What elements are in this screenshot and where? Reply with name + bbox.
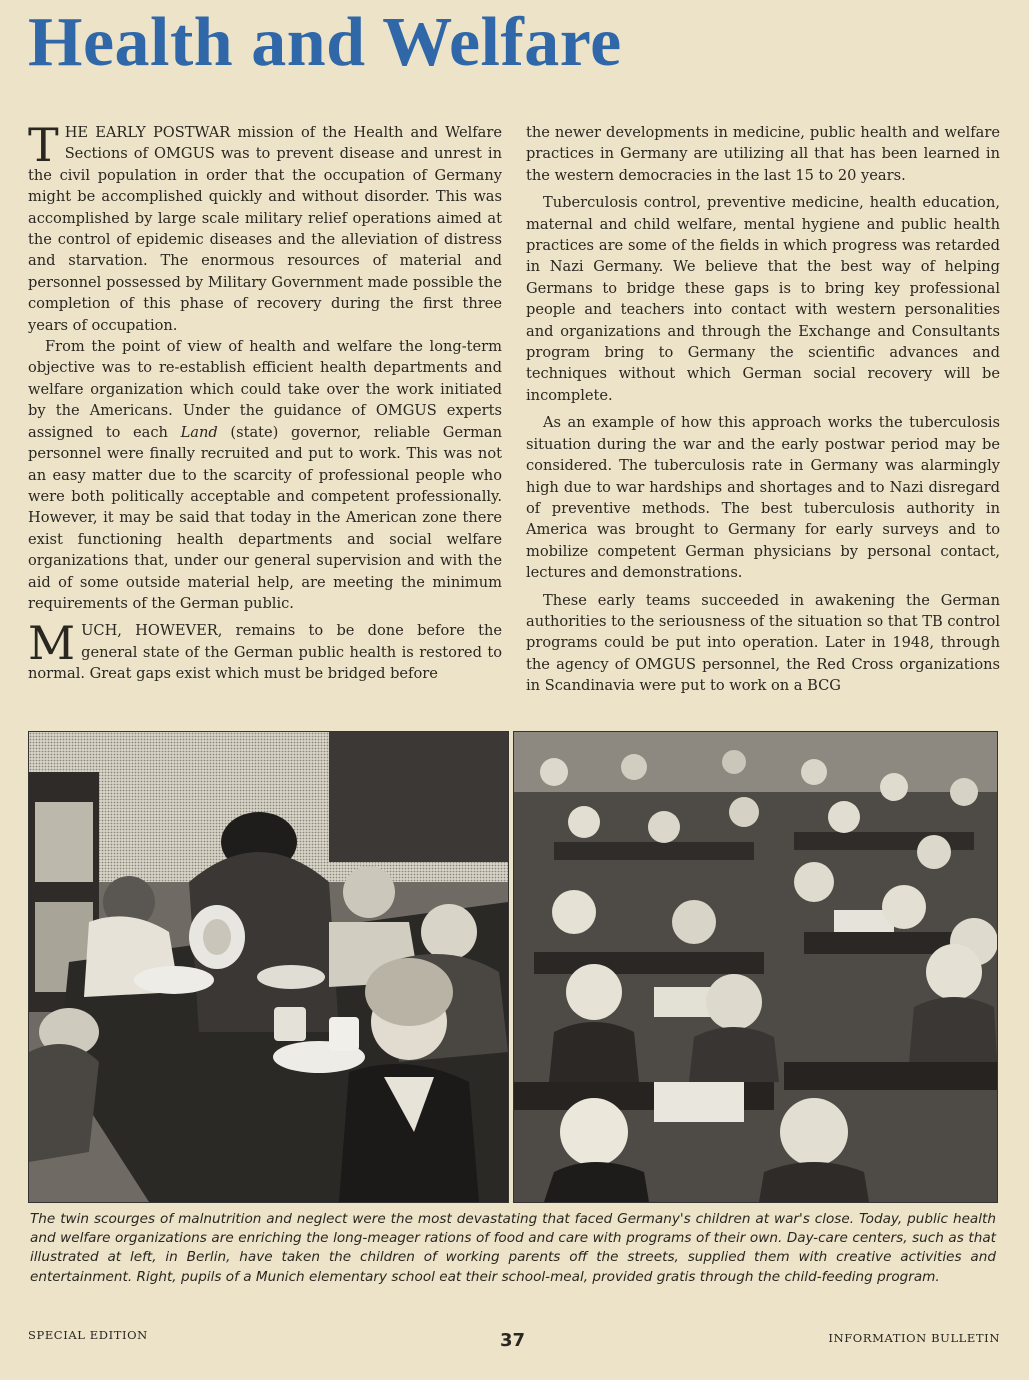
right-column (526, 122, 1000, 697)
school-meal-photo-illustration (514, 732, 997, 1202)
daycare-photo (28, 731, 509, 1203)
footer-edition: SPECIAL EDITION (28, 1328, 148, 1342)
intro-paragraph (28, 118, 502, 336)
intro-text: HE EARLY POSTWAR mission of the Health and Welfare Sections of OMGUS was to prevent disease and unrest in the civil population in order that the occupation of Germany might be accomplished quickly and without disorder. This was accomplished by large scale military relief operations aimed at the control of epidemic diseases and the alleviation of distress and starvation. The enormous resources of material and personnel possessed by Military Government made possible the completion of this phase of recovery during the first three years of occupation. (28, 124, 502, 334)
gaps-paragraph (28, 616, 502, 684)
tuberculosis-paragraph: As an example of how this approach works the tuberculosis situation during the war and the early postwar period may be considered. The tuberculosis rate in Germany was alarmingly high due to war hardships and shortages and to Nazi disregard of preventive methods. The best tuberculosis authority in America was brought to Germany for early surveys and to mobilize competent German physicians by personal contact, lectures and demonstrations. (526, 414, 1000, 582)
objective-text-start: From the point of view of health and welfare the long-term objective was to re-establish efficient health departments and welfare organization which could take over the work initiated by the Americans. Under the guidance of OMGUS experts assigned to each (28, 338, 502, 441)
photo-caption: The twin scourges of malnutrition and neglect were the most devastating that faced Germany's children at war's close. Today, public health and welfare organizations are enriching the long-meager rations of food and care with programs of their own. Day-care centers, such as that illustrated at left, in Berlin, have taken the children of working parents off the streets, supplied them with creative activities and entertainment. Right, pupils of a Munich elementary school eat their school-meal, provided gratis through the child-feeding program. (30, 1211, 996, 1285)
left-column (28, 118, 503, 685)
daycare-photo-illustration (29, 732, 508, 1202)
school-meal-photo (513, 731, 998, 1203)
footer-publication: INFORMATION BULLETIN (828, 1331, 1000, 1345)
drop-cap: T (28, 118, 59, 172)
page-number: 37 (500, 1330, 526, 1351)
objective-paragraph (28, 336, 502, 614)
land-term: Land (180, 423, 218, 441)
gaps-text: UCH, HOWEVER, remains to be done before the general state of the German public health is restored to normal. Great gaps exist which must be bridged before (28, 622, 502, 683)
continued-paragraph: the newer developments in medicine, public health and welfare practices in Germany are utilizing all that has been learned in the western democracies in the last 15 to 20 years. (526, 124, 1000, 184)
page-title: Health and Welfare (28, 4, 622, 81)
drop-cap: M (28, 616, 76, 671)
objective-text-end: (state) governor, reliable German personnel were finally recruited and put to work. This was not an easy matter due to the scarcity of professional people who were both politically acceptable and competent professionally. However, it may be said that today in the American zone there exist functioning health departments and social welfare organizations that, under our general supervision and with the aid of some outside material help, are meeting the minimum requirements of the German public. (28, 423, 503, 612)
teams-paragraph: These early teams succeeded in awakening the German authorities to the seriousness of the situation so that TB control programs could be put into operation. Later in 1948, through the agency of OMGUS personnel, the Red Cross organizations in Scandinavia were put to work on a BCG (526, 591, 1000, 695)
fields-paragraph: Tuberculosis control, preventive medicine, health education, maternal and child welfare, mental hygiene and public health practices are some of the fields in which progress was retarded in Nazi Germany. We believe that the best way of helping Germans to bridge these gaps is to bring key professional people and teachers into contact with western personalities and organizations and through the Exchange and Consultants program bring to Germany the scientific advances and techniques without which German social recovery will be incomplete. (526, 194, 1000, 404)
